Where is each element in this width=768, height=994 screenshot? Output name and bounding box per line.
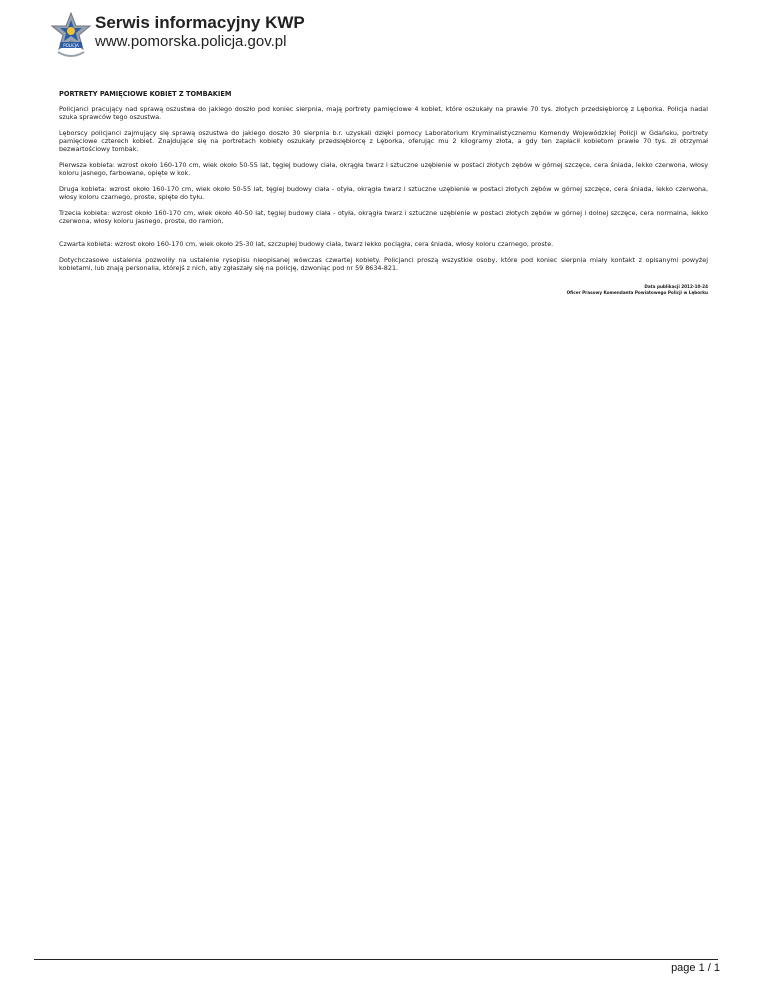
- article: [59, 90, 708, 280]
- article-meta: [567, 284, 708, 296]
- site-title: Serwis informacyjny KWP: [95, 13, 305, 32]
- article-lead: Policjanci pracujący nad sprawą oszustwa do jakiego doszło pod koniec sierpnia, mają portrety pamięciowe 4 kobiet, które oszukały na prawie 70 tys. złotych przedsiębiorcę z Lęborka. Policja nadal szuka sprawców tego oszustwa.: [59, 105, 708, 121]
- footer-divider: [34, 959, 718, 960]
- article-paragraph: Pierwsza kobieta: wzrost około 160-170 cm, wiek około 50-55 lat, tęgiej budowy ciała, okrągła twarz i sztuczne uzębienie w postaci złotych zębów w górnej szczęce, cera śniada, lekko czerwona, włosy koloru jasnego, farbowane, opięte w kok.: [59, 161, 708, 177]
- page-header: [50, 10, 650, 70]
- publication-date: Data publikacji 2012-10-24: [644, 284, 708, 289]
- page-number: page 1 / 1: [671, 962, 720, 974]
- police-star-badge-icon: [50, 12, 92, 62]
- article-paragraph: Druga kobieta: wzrost około 160-170 cm, wiek około 50-55 lat, tęgiej budowy ciała - otyła, okrągła twarz i sztuczne uzębienie w postaci złotych zębów w górnej szczęce, cera śniada, lekko czerwona, włosy koloru czarnego, proste, spięte do tyłu.: [59, 185, 708, 201]
- article-paragraph: Dotychczasowe ustalenia pozwoliły na ustalenie rysopisu nieopisanej wówczas czwartej kobiety. Policjanci proszą wszystkie osoby, które pod koniec sierpnia miały kontakt z opisanymi powyżej kobietami, lub znają personalia, którejś z nich, aby zgłaszały się na policję, dzwoniąc pod nr 59 8634-821.: [59, 256, 708, 272]
- article-paragraph: Czwarta kobieta: wzrost około 160-170 cm, wiek około 25-30 lat, szczupłej budowy ciała, twarz lekko pociągła, cera śniada, włosy koloru czarnego, proste.: [59, 240, 554, 248]
- paragraph-spacer: [59, 233, 708, 240]
- article-paragraph: Lęborscy policjanci zajmujący się sprawą oszustwa do jakiego doszło 30 sierpnia b.r. uzyskali dzięki pomocy Laboratorium Kryminalistycznemu Komendy Wojewódzkiej Policji w Gdańsku, portrety pamięciowe czterech kobiet. Znajdujące się na portretach kobiety oszukały przedsiębiorcę z Lęborka, oferując mu 2 kilogramy złota, a gdy ten zapłacił kobietom prawie 70 tys. zł otrzymał bezwartościowy tombak.: [59, 129, 708, 153]
- article-author: Oficer Prasowy Komendanta Powiatowego Policji w Lęborku: [566, 290, 708, 295]
- logo-text: POLICJA: [63, 43, 79, 48]
- article-paragraph: Trzecia kobieta: wzrost około 160-170 cm, wiek około 40-50 lat, tęgiej budowy ciała - otyła, okrągła twarz i sztuczne uzębienie w postaci złotych zębów w górnej i dolnej szczęce, cera normalna, lekko czerwona, włosy koloru jasnego, proste, do ramion,: [59, 209, 708, 225]
- site-url[interactable]: www.pomorska.policja.gov.pl: [95, 33, 287, 50]
- article-title: PORTRETY PAMIĘCIOWE KOBIET Z TOMBAKIEM: [59, 90, 232, 98]
